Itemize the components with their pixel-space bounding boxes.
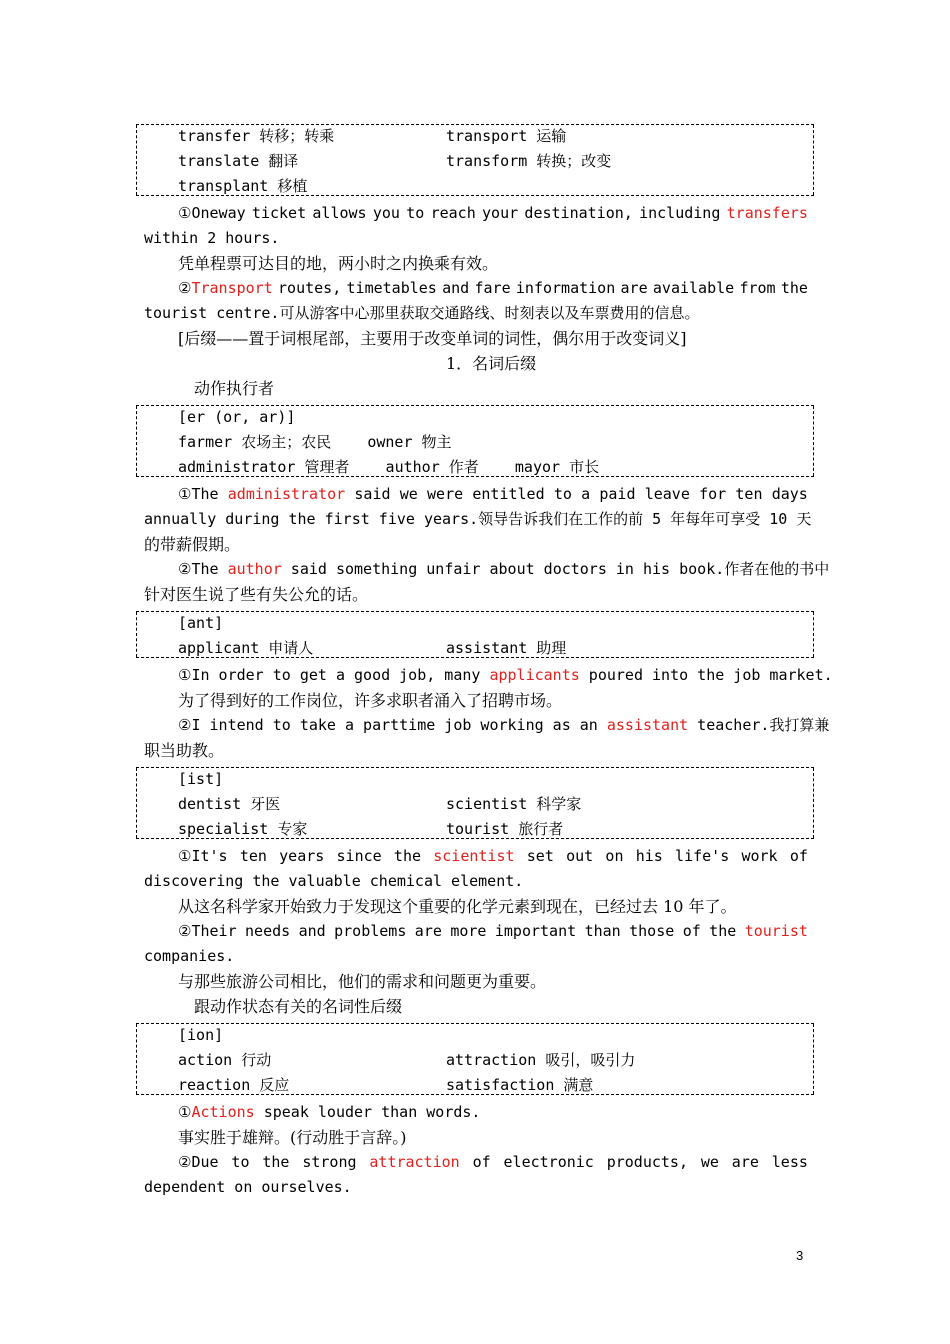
word-box-ist [136, 767, 814, 839]
word-entry: specialist 专家 [178, 820, 308, 838]
translation: 针对医生说了些有失公允的话。 [144, 585, 369, 604]
example-sentence-cont: annually during the first five years.领导告诉我们在工作的前 5 年每年可享受 10 天 [144, 510, 812, 528]
translation: 与那些旅游公司相比，他们的需求和问题更为重要。 [178, 972, 547, 991]
section-title: 1．名词后缀 [446, 354, 537, 373]
suffix-header: [ant] [178, 614, 224, 632]
word-entry: transform 转换；改变 [446, 152, 612, 170]
highlight-word: applicants [489, 666, 580, 684]
word-entry: attraction 吸引，吸引力 [446, 1051, 636, 1069]
word-entry: reaction 反应 [178, 1076, 290, 1094]
word-box-er [136, 405, 814, 477]
example-sentence-cont: dependent on ourselves. [144, 1178, 352, 1196]
translation: 的带薪假期。 [144, 535, 241, 554]
highlight-word: scientist [433, 847, 515, 865]
highlight-word: author [227, 560, 282, 578]
translation: 凭单程票可达目的地，两小时之内换乘有效。 [178, 254, 499, 273]
suffix-header: [er (or, ar)] [178, 408, 296, 426]
example-sentence-cont: within 2 hours. [144, 229, 280, 247]
word-entry: translate 翻译 [178, 152, 299, 170]
example-sentence: ②Transport routes, timetables and fare information are available from the [178, 279, 808, 297]
example-sentence: ①The administrator said we were entitled to a paid leave for ten days [178, 482, 808, 507]
translation: 为了得到好的工作岗位，许多求职者涌入了招聘市场。 [178, 691, 563, 710]
word-entry: scientist 科学家 [446, 795, 582, 813]
word-entry: satisfaction 满意 [446, 1076, 594, 1094]
highlight-word: Transport [191, 279, 273, 297]
page-number: 3 [796, 1248, 804, 1263]
word-entry: tourist 旅行者 [446, 820, 564, 838]
word-entry: applicant 申请人 [178, 639, 314, 657]
example-sentence-cont: discovering the valuable chemical element. [144, 872, 524, 890]
example-sentence: ①Actions speak louder than words. [178, 1103, 481, 1121]
example-sentence: ①It's ten years since the scientist set out on his life's work of [178, 844, 808, 869]
word-entry: transplant 移植 [178, 177, 308, 195]
example-sentence-cont: tourist centre.可从游客中心那里获取交通路线、时刻表以及车票费用的信息。 [144, 304, 700, 322]
word-entry: action 行动 [178, 1051, 272, 1069]
example-sentence-cont: companies. [144, 947, 235, 965]
suffix-note: [后缀——置于词根尾部，主要用于改变单词的词性，偶尔用于改变词义] [178, 329, 687, 348]
suffix-header: [ist] [178, 770, 224, 788]
subheading: 跟动作状态有关的名词性后缀 [194, 997, 403, 1016]
example-sentence: ①In order to get a good job, many applicants poured into the job market. [178, 666, 833, 684]
highlight-word: administrator [227, 485, 346, 503]
word-entry: administrator 管理者 author 作者 mayor 市长 [178, 458, 600, 476]
example-sentence: ②The author said something unfair about doctors in his book.作者在他的书中 [178, 560, 830, 578]
example-sentence: ①Oneway ticket allows you to reach your destination, including transfers [178, 201, 808, 226]
word-entry: assistant 助理 [446, 639, 567, 657]
example-sentence: ②Due to the strong attraction of electronic products, we are less [178, 1150, 808, 1175]
highlight-word: transfers [726, 204, 808, 222]
word-entry: farmer 农场主；农民 owner 物主 [178, 433, 452, 451]
example-sentence: ②Their needs and problems are more important than those of the tourist [178, 919, 808, 944]
highlight-word: assistant [606, 716, 689, 734]
word-box-ant [136, 611, 814, 658]
word-entry: transfer 转移；转乘 [178, 127, 335, 145]
highlight-word: attraction [369, 1153, 460, 1171]
word-box-ion [136, 1023, 814, 1095]
word-box-trans [136, 124, 814, 196]
translation: 从这名科学家开始致力于发现这个重要的化学元素到现在，已经过去 10 年了。 [178, 897, 737, 916]
highlight-word: Actions [191, 1103, 255, 1121]
translation: 职当助教。 [144, 741, 225, 760]
example-sentence: ②I intend to take a parttime job working as an assistant teacher.我打算兼 [178, 716, 830, 734]
highlight-word: tourist [744, 922, 808, 940]
word-entry: dentist 牙医 [178, 795, 281, 813]
suffix-header: [ion] [178, 1026, 224, 1044]
translation: 事实胜于雄辩。(行动胜于言辞。) [178, 1128, 407, 1147]
subheading: 动作执行者 [194, 379, 275, 398]
word-entry: transport 运输 [446, 127, 567, 145]
